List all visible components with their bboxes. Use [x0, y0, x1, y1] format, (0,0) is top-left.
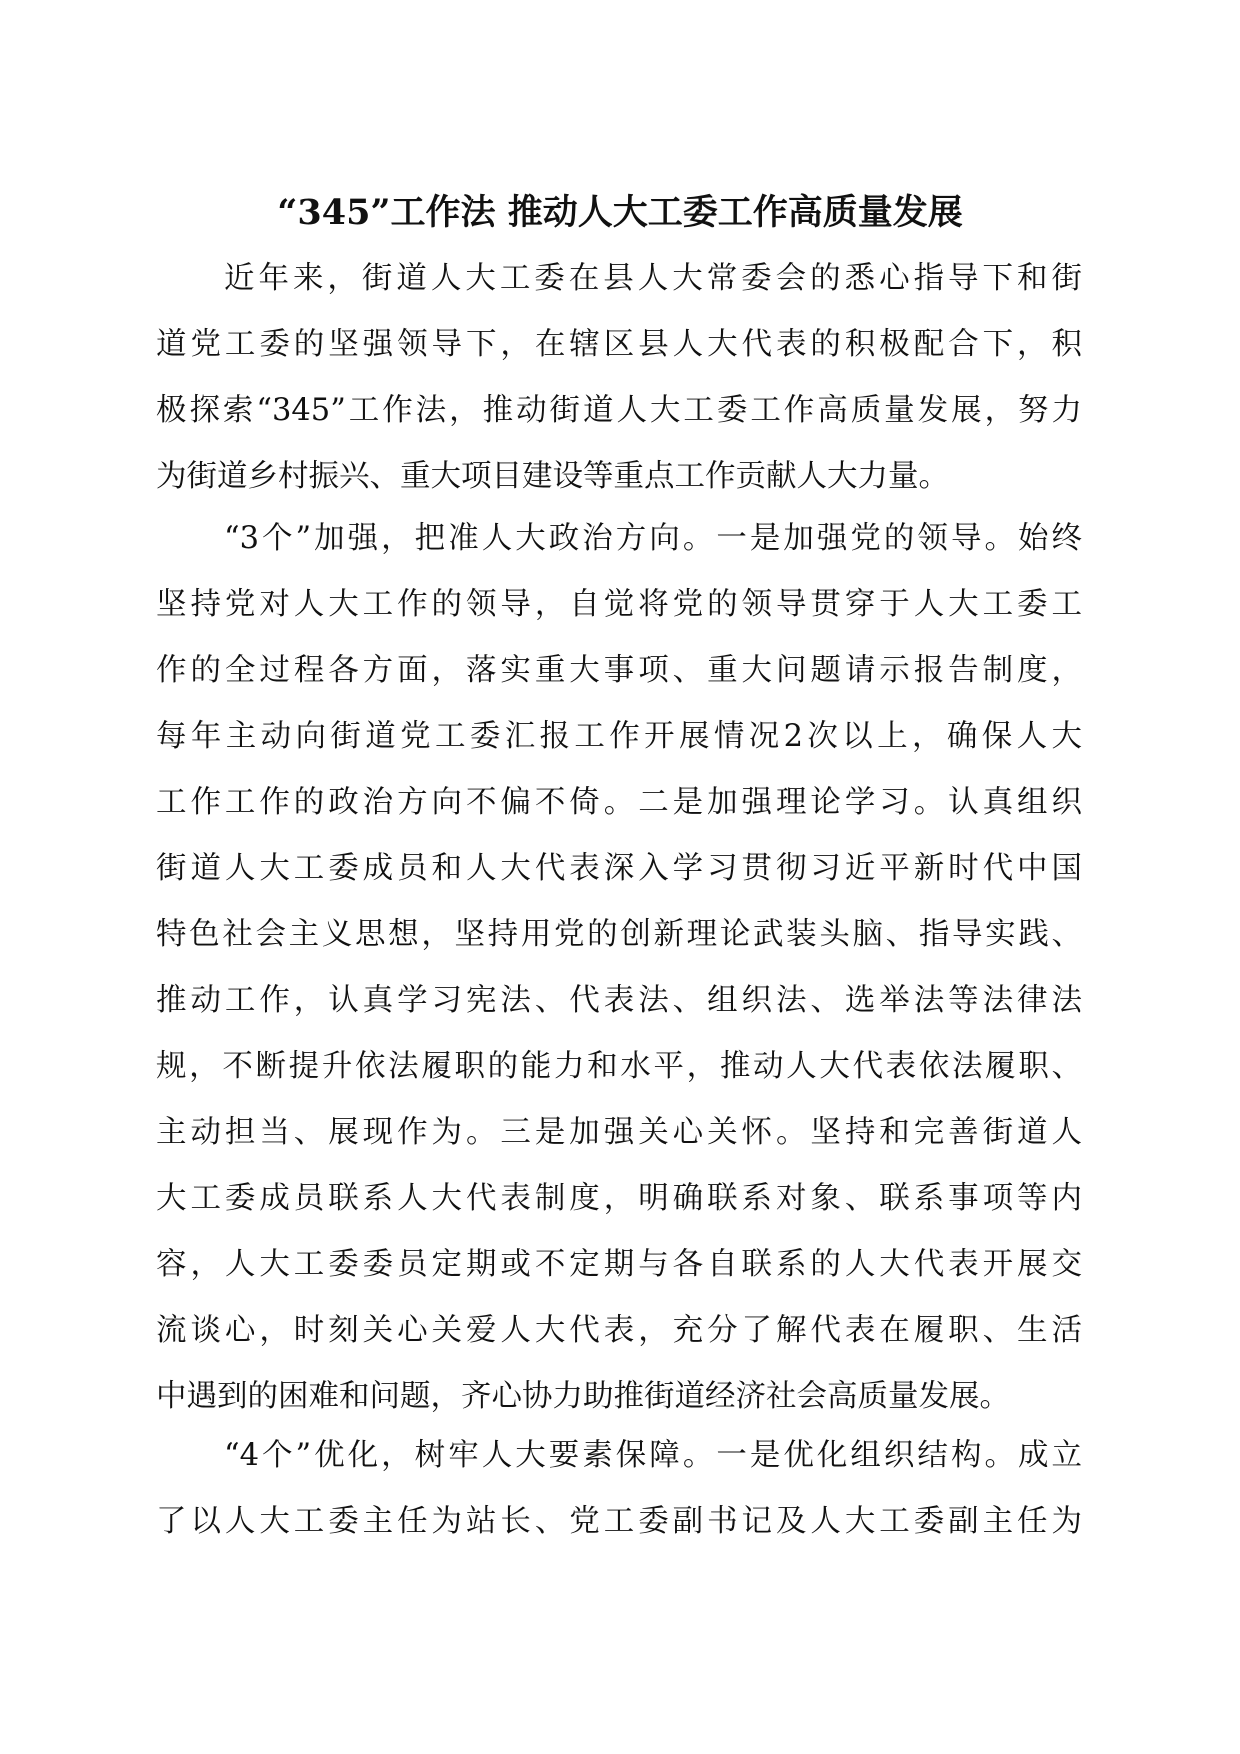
paragraph-line: “4个”优化，树牢人大要素保障。一是优化组织结构。成立 — [224, 1438, 1082, 1473]
paragraph-line: 容，人大工委委员定期或不定期与各自联系的人大代表开展交 — [156, 1247, 1082, 1282]
paragraph-line: 规，不断提升依法履职的能力和水平，推动人大代表依法履职、 — [156, 1049, 1082, 1084]
paragraph-line: 了以人大工委主任为站长、党工委副书记及人大工委副主任为 — [156, 1504, 1082, 1539]
paragraph-line: 主动担当、展现作为。三是加强关心关怀。坚持和完善街道人 — [156, 1115, 1082, 1150]
paragraph-line: “3个”加强，把准人大政治方向。一是加强党的领导。始终 — [224, 521, 1082, 556]
paragraph-line: 为街道乡村振兴、重大项目建设等重点工作贡献人大力量。 — [156, 459, 949, 494]
paragraph-four-optimize — [156, 1423, 1082, 1555]
paragraph-three-strengthen — [156, 506, 1082, 1430]
paragraph-line: 道党工委的坚强领导下，在辖区县人大代表的积极配合下，积 — [156, 327, 1082, 362]
paragraph-line: 街道人大工委成员和人大代表深入学习贯彻习近平新时代中国 — [156, 851, 1082, 886]
paragraph-line: 推动工作，认真学习宪法、代表法、组织法、选举法等法律法 — [156, 983, 1082, 1018]
paragraph-line: 中遇到的困难和问题，齐心协力助推街道经济社会高质量发展。 — [156, 1379, 1010, 1414]
paragraph-line: 近年来，街道人大工委在县人大常委会的悉心指导下和街 — [224, 261, 1082, 296]
paragraph-line: 大工委成员联系人大代表制度，明确联系对象、联系事项等内 — [156, 1181, 1082, 1216]
paragraph-line: 作的全过程各方面，落实重大事项、重大问题请示报告制度， — [156, 653, 1082, 688]
document-title: “345”工作法 推动人大工委工作高质量发展 — [277, 192, 963, 233]
paragraph-line: 极探索“345”工作法，推动街道人大工委工作高质量发展，努力 — [156, 393, 1082, 428]
paragraph-line: 流谈心，时刻关心关爱人大代表，充分了解代表在履职、生活 — [156, 1313, 1082, 1348]
paragraph-intro — [156, 246, 1082, 510]
paragraph-line: 特色社会主义思想，坚持用党的创新理论武装头脑、指导实践、 — [156, 917, 1082, 952]
paragraph-line: 每年主动向街道党工委汇报工作开展情况2次以上，确保人大 — [156, 719, 1082, 754]
paragraph-line: 坚持党对人大工作的领导，自觉将党的领导贯穿于人大工委工 — [156, 587, 1082, 622]
paragraph-line: 工作工作的政治方向不偏不倚。二是加强理论学习。认真组织 — [156, 785, 1082, 820]
